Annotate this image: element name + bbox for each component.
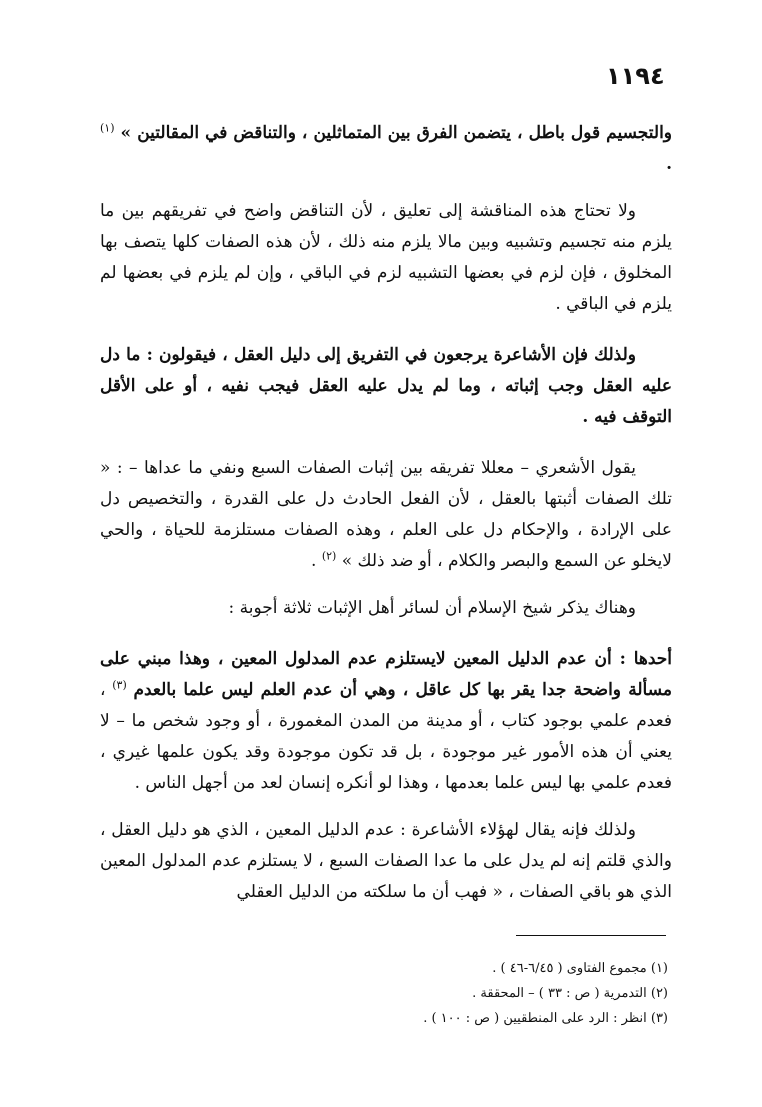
paragraph-1-text: والتجسيم قول باطل ، يتضمن الفرق بين المتماثلين ، والتناقض في المقالتين » xyxy=(120,123,673,143)
paragraph-4-text: يقول الأشعري – معللا تفريقه بين إثبات الصفات السبع ونفي ما عداها – : « تلك الصفات أثبتها بالعقل ، لأن الفعل الحادث دل على القدرة ، والتخصيص دل على الإرادة ، والإحكام دل على العلم ، وهذه الصفات مستلزمة للحياة ، والحي لايخلو عن السمع والبصر والكلام ، أو ضد ذلك » xyxy=(100,458,672,571)
paragraph-6-bold: أن عدم الدليل المعين لايستلزم عدم المدلول المعين ، وهذا مبني على مسألة واضحة جدا يقر بها كل عاقل ، وهي أن عدم العلم ليس علما بالعدم xyxy=(100,649,672,700)
footnote-ref-3[interactable]: (٣) xyxy=(112,678,127,692)
paragraph-1 xyxy=(100,118,672,180)
paragraph-1-end: . xyxy=(666,154,672,174)
paragraph-6-lead: أحدها : xyxy=(619,649,672,669)
body-text xyxy=(100,118,672,908)
paragraph-4 xyxy=(100,453,672,577)
footnote-ref-2[interactable]: (٢) xyxy=(321,549,337,563)
paragraph-4-end: . xyxy=(311,551,322,571)
page-number: ١١٩٤ xyxy=(606,62,665,90)
footnote-2: (٢) التدمرية ( ص : ٣٣ ) – المحققة . xyxy=(472,986,668,1001)
footnote-ref-1[interactable]: (١) xyxy=(100,121,115,135)
paragraph-5: وهناك يذكر شيخ الإسلام أن لسائر أهل الإثبات ثلاثة أجوبة : xyxy=(228,598,636,618)
paragraph-7: ولذلك فإنه يقال لهؤلاء الأشاعرة : عدم الدليل المعين ، الذي هو دليل العقل ، والذي قلتم إنه لم يدل على ما عدا الصفات السبع ، لا يستلزم عدم المدلول المعين الذي هو باقي الصفات ، « فهب أن ما سلكته من الدليل العقلي xyxy=(100,820,672,902)
paragraph-2: ولا تحتاج هذه المناقشة إلى تعليق ، لأن التناقض واضح في تفريقهم بين ما يلزم منه تجسيم وتشبيه وبين مالا يلزم منه ذلك ، لأن هذه الصفات كلها يتصف بها المخلوق ، فإن لزم في بعضها التشبيه لزم في الباقي ، وإن لم يلزم في بعضها لم يلزم في الباقي . xyxy=(100,201,672,314)
footnote-divider xyxy=(516,935,666,936)
paragraph-6-sep: ، xyxy=(100,680,113,700)
paragraph-3: ولذلك فإن الأشاعرة يرجعون في التفريق إلى دليل العقل ، فيقولون : ما دل عليه العقل وجب إثباته ، وما لم يدل عليه العقل فيجب نفيه ، أو على الأقل التوقف فيه . xyxy=(100,345,672,427)
footnote-3: (٣) انظر : الرد على المنطقيين ( ص : ١٠٠ ) . xyxy=(423,1011,668,1026)
paragraph-6-rest: فعدم علمي بوجود كتاب ، أو مدينة من المدن المغمورة ، أو وجود شخص ما – لا يعني أن هذه الأمور غير موجودة ، بل قد تكون موجودة وقد يكون علمها غيري ، فعدم علمي بها ليس علما بعدمها ، وهذا لو أنكره إنسان لعد من أجهل الناس . xyxy=(100,711,672,793)
paragraph-6 xyxy=(100,644,672,799)
footnotes xyxy=(300,956,672,1031)
footnote-1: (١) مجموع الفتاوى ( ٦/٤٥-٤٦ ) . xyxy=(492,961,668,976)
